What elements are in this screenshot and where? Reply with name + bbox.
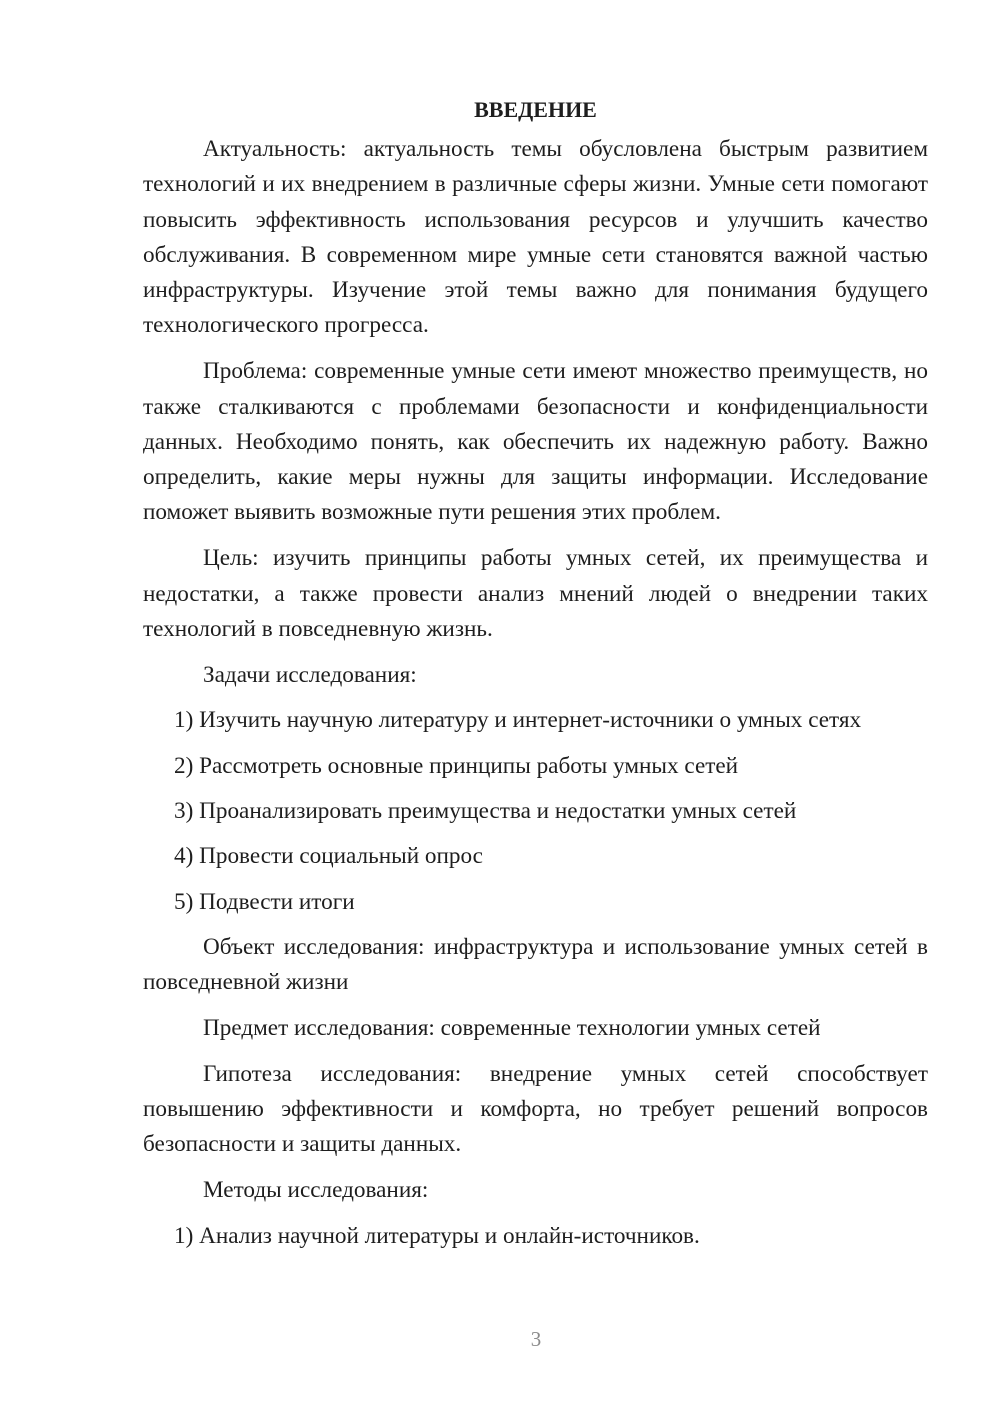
document-page — [143, 92, 928, 1264]
section-heading: ВВЕДЕНИЕ — [474, 97, 597, 122]
method-item: 1) Анализ научной литературы и онлайн-источников. — [174, 1223, 700, 1250]
problem-paragraph: Проблема: современные умные сети имеют множество преимуществ, но также сталкиваются с проблемами безопасности и конфиденциальности данных. Необходимо понять, как обеспечить их надежную работу. Важно определить, какие меры нужны для защиты информации. Исследование поможет выявить возможные пути решения этих проблем. — [143, 358, 928, 526]
goal-paragraph: Цель: изучить принципы работы умных сетей, их преимущества и недостатки, а также провести анализ мнений людей о внедрении таких технологий в повседневную жизнь. — [143, 545, 928, 642]
relevance-paragraph: Актуальность: актуальность темы обусловлена быстрым развитием технологий и их внедрением в различные сферы жизни. Умные сети помогают повысить эффективность использования ресурсов и улучшить качество обслуживания. В современном мире умные сети становятся важной частью инфраструктуры. Изучение этой темы важно для понимания будущего технологического прогресса. — [143, 136, 928, 339]
object-paragraph: Объект исследования: инфраструктура и использование умных сетей в повседневной жизни — [143, 933, 928, 996]
task-item: 3) Проанализировать преимущества и недостатки умных сетей — [174, 798, 797, 825]
task-item: 4) Провести социальный опрос — [174, 843, 483, 870]
tasks-title: Задачи исследования: — [203, 661, 417, 688]
subject-paragraph: Предмет исследования: современные технологии умных сетей — [203, 1015, 821, 1042]
task-item: 2) Рассмотреть основные принципы работы умных сетей — [174, 752, 739, 779]
methods-title: Методы исследования: — [203, 1177, 429, 1204]
task-item: 5) Подвести итоги — [174, 888, 355, 915]
hypothesis-paragraph: Гипотеза исследования: внедрение умных сетей способствует повышению эффективности и комфорта, но требует решений вопросов безопасности и защиты данных. — [143, 1060, 928, 1158]
task-item: 1) Изучить научную литературу и интернет-источники о умных сетях — [174, 707, 862, 734]
page-number: 3 — [530, 1327, 542, 1351]
